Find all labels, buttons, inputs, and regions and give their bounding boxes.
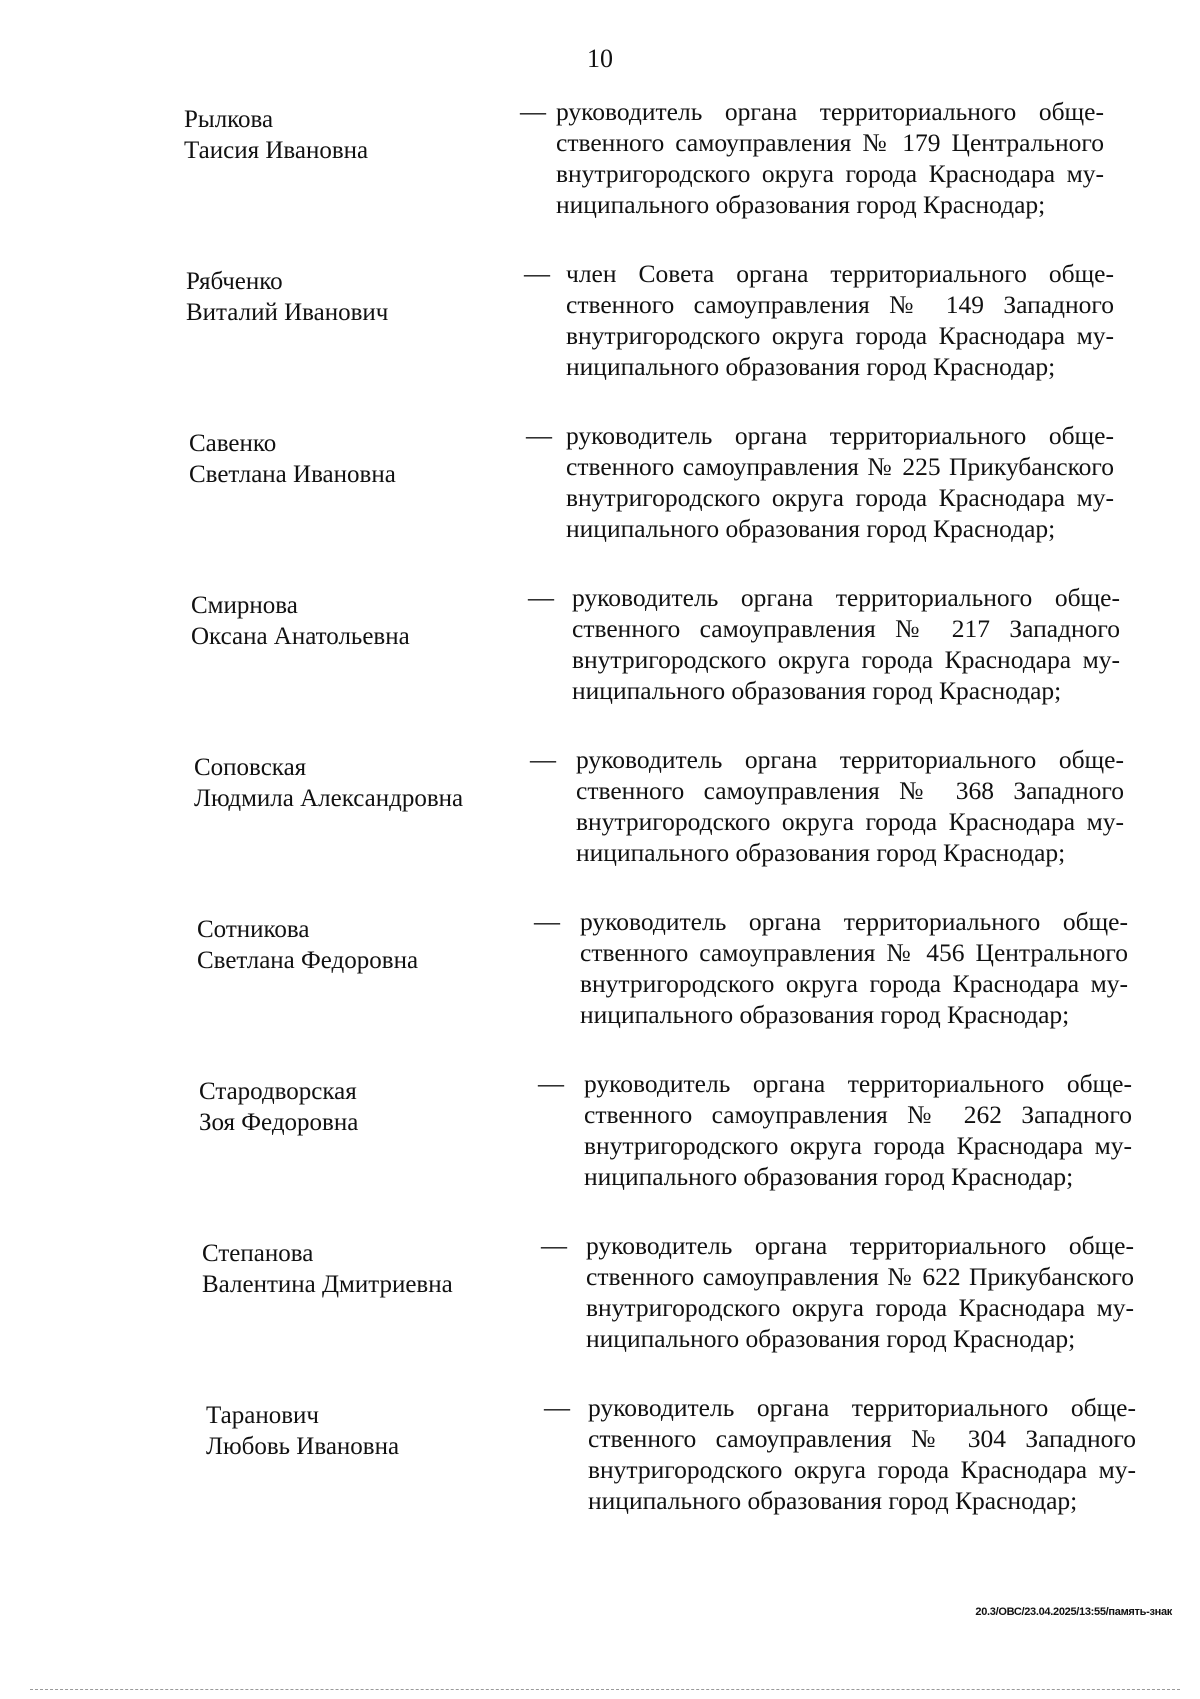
list-item bbox=[0, 744, 1200, 884]
list-item bbox=[0, 258, 1200, 398]
scan-edge-divider bbox=[30, 1689, 1180, 1690]
person-surname: Рябченко bbox=[186, 268, 283, 295]
em-dash: — bbox=[520, 97, 546, 126]
person-given-names: Оксана Анатольевна bbox=[191, 623, 410, 650]
description-line: внутригородского округа города Краснодара му- bbox=[556, 159, 1104, 188]
position-description bbox=[580, 906, 1128, 1030]
description-line: внутригородского округа города Краснодара му- bbox=[576, 807, 1124, 836]
person-name bbox=[191, 590, 410, 652]
description-line: руководитель органа территориального обще- bbox=[572, 583, 1120, 612]
description-line: член Совета органа территориального обще- bbox=[566, 259, 1114, 288]
description-line: руководитель органа территориального обще- bbox=[576, 745, 1124, 774]
em-dash: — bbox=[528, 583, 554, 612]
position-description bbox=[576, 744, 1124, 868]
list-item bbox=[0, 906, 1200, 1046]
description-line: внутригородского округа города Краснодара му- bbox=[566, 321, 1114, 350]
em-dash: — bbox=[530, 745, 556, 774]
description-line: ственного самоуправления № 304 Западного bbox=[588, 1424, 1136, 1453]
description-line: ниципального образования город Краснодар; bbox=[566, 514, 1056, 543]
person-surname: Соповская bbox=[194, 754, 307, 781]
description-line: внутригородского округа города Краснодара му- bbox=[572, 645, 1120, 674]
position-description bbox=[566, 420, 1114, 544]
list-item bbox=[0, 96, 1200, 236]
person-surname: Сотникова bbox=[197, 916, 310, 943]
description-line: ственного самоуправления № 179 Центрального bbox=[556, 128, 1104, 157]
person-surname: Рылкова bbox=[184, 106, 274, 133]
description-line: руководитель органа территориального обще- bbox=[580, 907, 1128, 936]
person-name bbox=[202, 1238, 453, 1300]
person-given-names: Зоя Федоровна bbox=[199, 1109, 359, 1136]
person-given-names: Светлана Федоровна bbox=[197, 947, 419, 974]
description-line: ственного самоуправления № 225 Прикубанского bbox=[566, 452, 1114, 481]
description-line: руководитель органа территориального обще- bbox=[566, 421, 1114, 450]
description-line: ственного самоуправления № 368 Западного bbox=[576, 776, 1124, 805]
description-line: ственного самоуправления № 217 Западного bbox=[572, 614, 1120, 643]
em-dash: — bbox=[526, 421, 552, 450]
person-name bbox=[184, 104, 368, 166]
description-line: ниципального образования город Краснодар; bbox=[584, 1162, 1074, 1191]
list-item bbox=[0, 1230, 1200, 1370]
person-name bbox=[197, 914, 418, 976]
position-description bbox=[586, 1230, 1134, 1354]
person-given-names: Людмила Александровна bbox=[194, 785, 464, 812]
person-name bbox=[186, 266, 388, 328]
em-dash: — bbox=[538, 1069, 564, 1098]
em-dash: — bbox=[524, 259, 550, 288]
em-dash: — bbox=[541, 1231, 567, 1260]
description-line: ниципального образования город Краснодар; bbox=[556, 190, 1046, 219]
position-description bbox=[556, 96, 1104, 220]
position-description bbox=[566, 258, 1114, 382]
person-given-names: Валентина Дмитриевна bbox=[202, 1271, 453, 1298]
person-surname: Савенко bbox=[189, 430, 277, 457]
person-surname: Смирнова bbox=[191, 592, 298, 619]
person-name bbox=[189, 428, 396, 490]
description-line: ниципального образования город Краснодар; bbox=[572, 676, 1062, 705]
person-name bbox=[194, 752, 463, 814]
description-line: руководитель органа территориального обще- bbox=[584, 1069, 1132, 1098]
list-item bbox=[0, 420, 1200, 560]
page-number: 10 bbox=[587, 44, 613, 73]
description-line: внутригородского округа города Краснодара му- bbox=[586, 1293, 1134, 1322]
person-given-names: Таисия Ивановна bbox=[184, 137, 369, 164]
description-line: ственного самоуправления № 262 Западного bbox=[584, 1100, 1132, 1129]
description-line: ственного самоуправления № 149 Западного bbox=[566, 290, 1114, 319]
position-description bbox=[584, 1068, 1132, 1192]
description-line: руководитель органа территориального обще- bbox=[588, 1393, 1136, 1422]
description-line: внутригородского округа города Краснодара му- bbox=[584, 1131, 1132, 1160]
description-line: ниципального образования город Краснодар; bbox=[588, 1486, 1078, 1515]
description-line: ственного самоуправления № 622 Прикубанского bbox=[586, 1262, 1134, 1291]
person-name bbox=[199, 1076, 358, 1138]
list-item bbox=[0, 582, 1200, 722]
list-item bbox=[0, 1068, 1200, 1208]
document-registration-code: 20.3/ОВС/23.04.2025/13:55/память-знак bbox=[975, 1606, 1172, 1618]
description-line: ниципального образования город Краснодар; bbox=[580, 1000, 1070, 1029]
description-line: ниципального образования город Краснодар; bbox=[576, 838, 1066, 867]
em-dash: — bbox=[534, 907, 560, 936]
description-line: внутригородского округа города Краснодара му- bbox=[566, 483, 1114, 512]
person-given-names: Любовь Ивановна bbox=[206, 1433, 400, 1460]
description-line: руководитель органа территориального обще- bbox=[556, 97, 1104, 126]
person-given-names: Виталий Иванович bbox=[186, 299, 389, 326]
position-description bbox=[572, 582, 1120, 706]
description-line: ственного самоуправления № 456 Центрального bbox=[580, 938, 1128, 967]
person-surname: Таранович bbox=[206, 1402, 319, 1429]
list-item bbox=[0, 1392, 1200, 1532]
person-surname: Степанова bbox=[202, 1240, 314, 1267]
person-given-names: Светлана Ивановна bbox=[189, 461, 396, 488]
position-description bbox=[588, 1392, 1136, 1516]
description-line: ниципального образования город Краснодар; bbox=[566, 352, 1056, 381]
description-line: внутригородского округа города Краснодара му- bbox=[588, 1455, 1136, 1484]
description-line: ниципального образования город Краснодар; bbox=[586, 1324, 1076, 1353]
description-line: внутригородского округа города Краснодара му- bbox=[580, 969, 1128, 998]
em-dash: — bbox=[544, 1393, 570, 1422]
person-name bbox=[206, 1400, 399, 1462]
description-line: руководитель органа территориального обще- bbox=[586, 1231, 1134, 1260]
person-surname: Стародворская bbox=[199, 1078, 357, 1105]
